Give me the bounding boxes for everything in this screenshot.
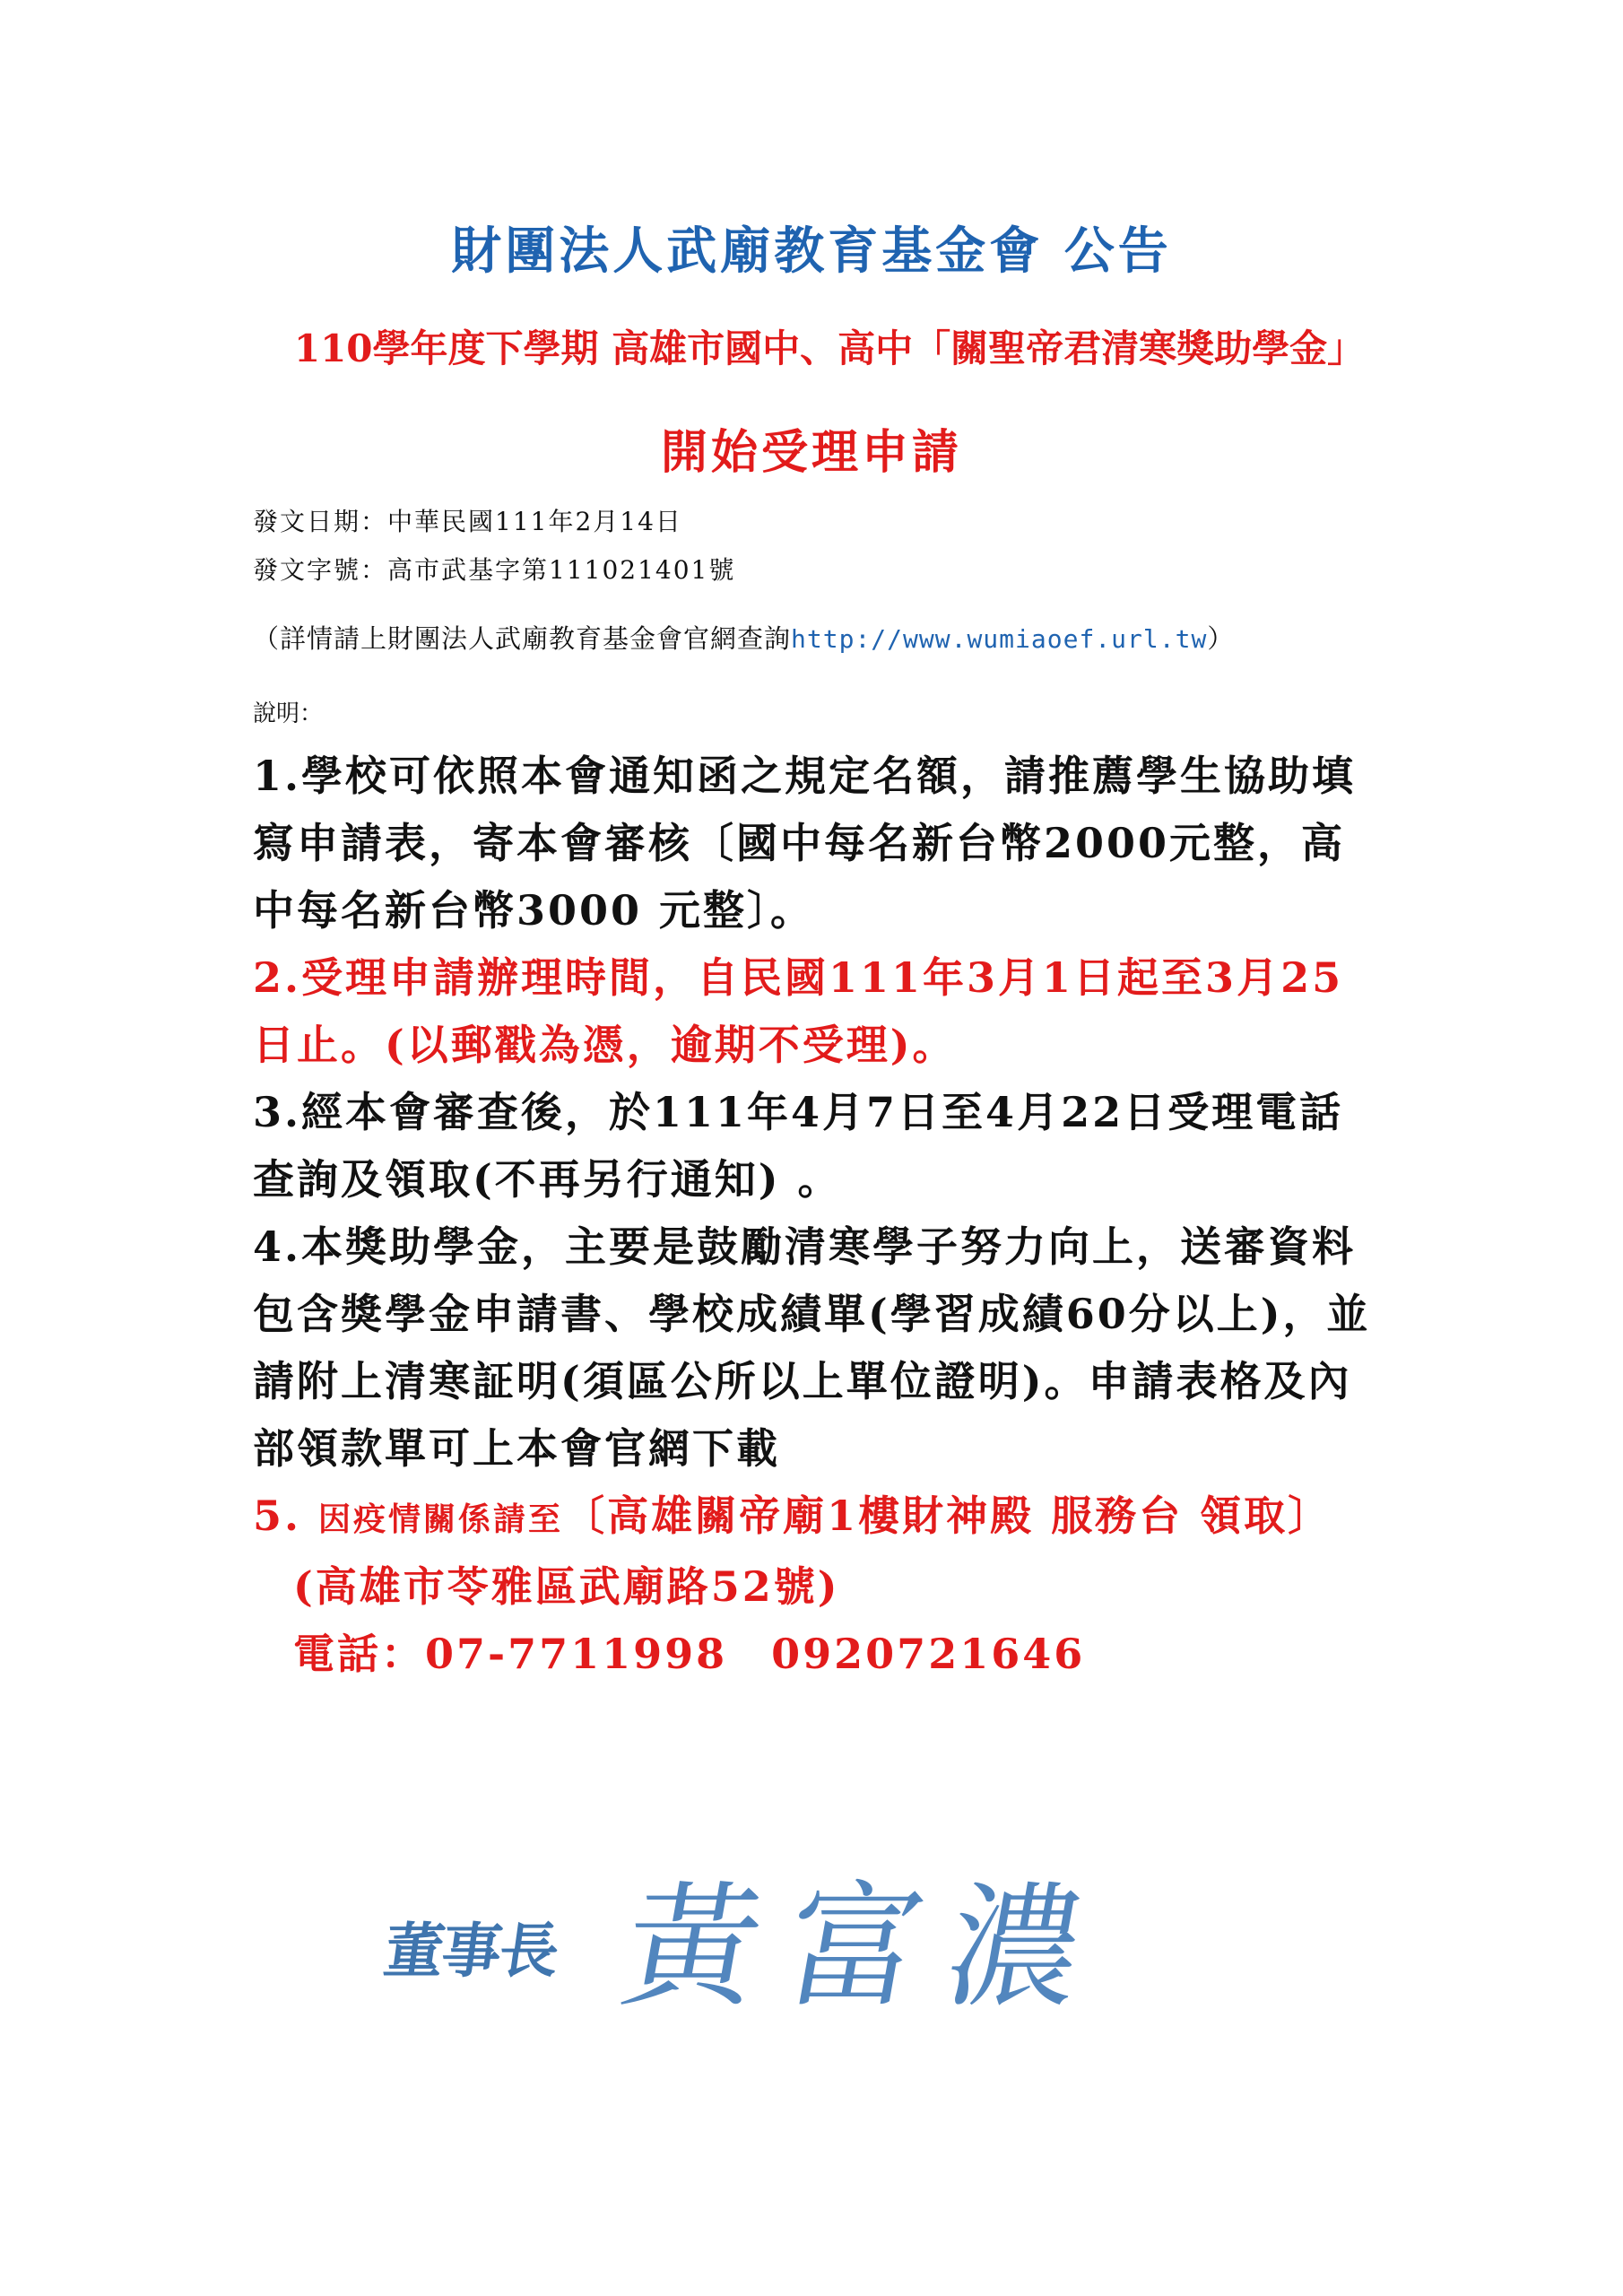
notice-title: 財團法人武廟教育基金會 公告 [451,222,1172,281]
explain-label: 說明： [253,700,324,727]
list-item-2: 2.受理申請辦理時間，自民國111年3月1日起至3月25日止。(以郵戳為憑，逾期不受理)。 [253,953,1344,1069]
list-item-1: 1.學校可依照本會通知函之規定名額，請推薦學生協助填寫申請表，寄本會審核〔國中每名新台幣2000元整，高中每名新台幣3000 元整〕。 [253,752,1357,935]
signature-name: 黃富濃 [612,1870,1124,2026]
website-note [253,619,1234,656]
list-item-5-address: (高雄市苓雅區武廟路52號) [293,1562,840,1611]
issue-number: 發文字號：高市武基字第111021401號 [253,555,736,585]
notice-heading: 開始受理申請 [660,425,962,480]
issue-date: 發文日期：中華民國111年2月14日 [253,507,682,536]
website-note-prefix: （詳情請上財團法人武廟教育基金會官網查詢 [253,623,792,654]
notice-subtitle: 110學年度下學期 高雄市國中、高中「關聖帝君清寒獎助學金」 [293,326,1366,370]
list-item-5 [253,1483,1383,1688]
list-item-3: 3.經本會審查後，於111年4月7日至4月22日受理電話查詢及領取(不再另行通知) 。 [253,1088,1344,1204]
explain-list [253,743,1383,1688]
chairman-signature [379,1821,1175,2026]
list-item-5-phone: 電話：07-7711998 0920721646 [293,1630,1086,1678]
list-item-4: 4.本獎助學金，主要是鼓勵清寒學子努力向上，送審資料包含獎學金申請書、學校成績單(學習成績60分以上)，並請附上清寒証明(須區公所以上單位證明)。申請表格及內部領款單可上本會官網下載 [253,1222,1371,1473]
list-item-5-lead: 因疫情關係請至 [318,1500,564,1538]
list-item-5-place: 〔高雄關帝廟1樓財神殿 服務台 領取〕 [563,1492,1332,1540]
website-note-suffix: ） [1207,623,1235,654]
list-item-5-number: 5. [253,1492,302,1540]
website-link[interactable]: http://www.wumiaoef.url.tw [791,624,1208,654]
signature-title: 董事長 [379,1916,562,1986]
